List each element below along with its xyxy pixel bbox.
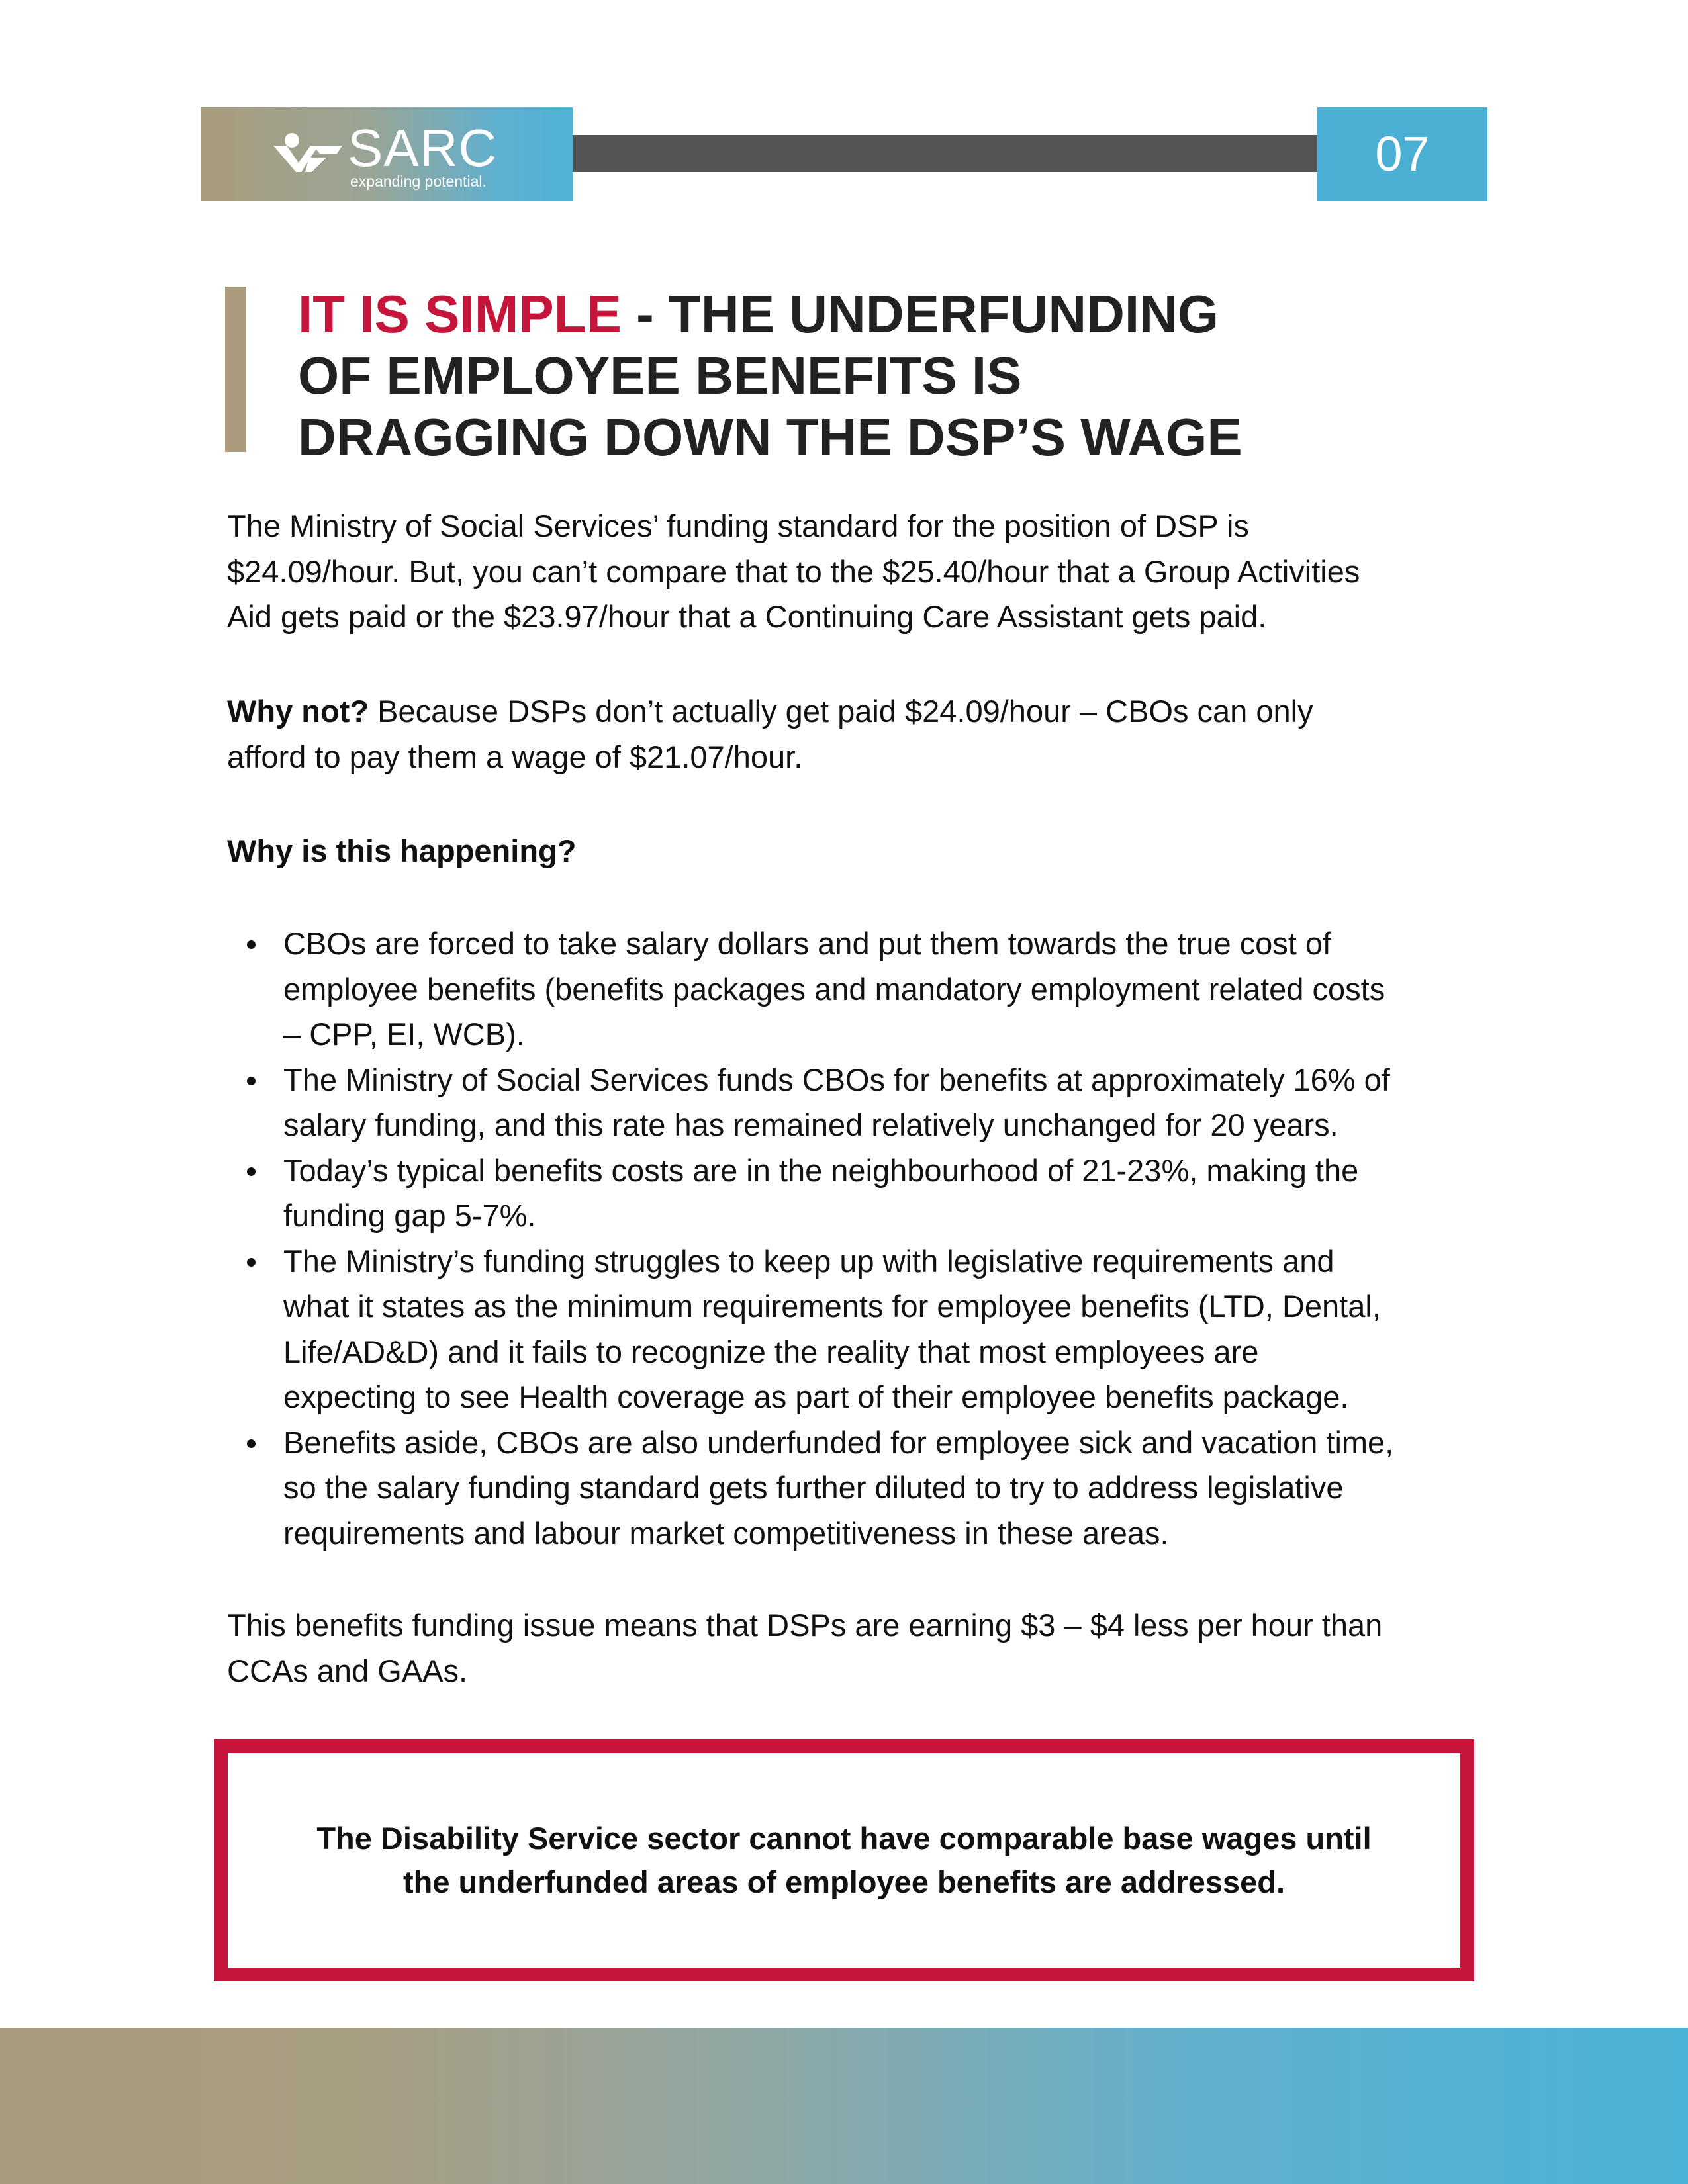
page-number-box <box>1317 107 1487 201</box>
text-line: requirements and labour market competitiveness in these areas. <box>283 1515 1169 1551</box>
text-line: expecting to see Health coverage as part of their employee benefits package. <box>283 1379 1349 1414</box>
text-line: CBOs are forced to take salary dollars and put them towards the true cost of <box>283 926 1332 961</box>
text-line: The Disability Service sector cannot have comparable base wages until <box>316 1821 1372 1856</box>
text-line: salary funding, and this rate has remained relatively unchanged for 20 years. <box>283 1107 1338 1142</box>
title-line-2: OF EMPLOYEE BENEFITS IS <box>298 346 1022 405</box>
subheading-why-happening: Why is this happening? <box>227 833 577 868</box>
text-line: – CPP, EI, WCB). <box>283 1017 525 1052</box>
title-line-3: DRAGGING DOWN THE DSP’S WAGE <box>298 408 1243 467</box>
bullet-icon <box>247 1077 256 1085</box>
title-line-1 <box>298 283 1423 345</box>
bullet-icon <box>247 1258 256 1267</box>
text-line: what it states as the minimum requirements for employee benefits (LTD, Dental, <box>283 1289 1381 1324</box>
page-number: 07 <box>1375 126 1430 181</box>
text-line: Aid gets paid or the $23.97/hour that a Continuing Care Assistant gets paid. <box>227 599 1267 634</box>
text-line: The Ministry of Social Services funds CBOs for benefits at approximately 16% of <box>283 1062 1390 1097</box>
list-item <box>227 1239 1485 1420</box>
sarc-logo-mark-icon <box>272 131 344 175</box>
list-item <box>227 1420 1485 1557</box>
title-line-1-rest: - THE UNDERFUNDING <box>621 285 1219 343</box>
paragraph-funding-standard <box>227 504 1485 640</box>
logo-name: SARC <box>348 118 498 177</box>
paragraph-why-not <box>227 689 1485 780</box>
title-accent-text: IT IS SIMPLE <box>298 285 622 343</box>
paragraph-wage-gap <box>227 1603 1485 1694</box>
text-line: The Ministry’s funding struggles to keep up with legislative requirements and <box>283 1243 1335 1279</box>
text-line: afford to pay them a wage of $21.07/hour. <box>227 739 803 774</box>
text-line: This benefits funding issue means that DSPs are earning $3 – $4 less per hour than <box>227 1608 1383 1643</box>
text-line: the underfunded areas of employee benefits are addressed. <box>402 1864 1286 1899</box>
sarc-logo <box>201 107 573 201</box>
why-not-lead: Why not? <box>227 694 369 729</box>
text-line: funding gap 5-7%. <box>283 1198 536 1233</box>
text-line <box>227 689 1485 735</box>
bullet-icon <box>247 1167 256 1176</box>
title-accent-rule <box>225 287 246 452</box>
text-line: employee benefits (benefits packages and mandatory employment related costs <box>283 971 1385 1007</box>
callout-box <box>214 1739 1474 1981</box>
bullet-icon <box>247 940 256 949</box>
text-line: $24.09/hour. But, you can’t compare that to the $25.40/hour that a Group Activities <box>227 553 1360 589</box>
text-line: Benefits aside, CBOs are also underfunded for employee sick and vacation time, <box>283 1424 1394 1460</box>
list-item <box>227 921 1485 1058</box>
header-bar <box>573 135 1317 172</box>
list-item <box>227 1058 1485 1148</box>
text-line: Life/AD&D) and it fails to recognize the reality that most employees are <box>283 1334 1259 1369</box>
callout-text <box>316 1817 1371 1904</box>
text-line: The Ministry of Social Services’ funding standard for the position of DSP is <box>227 508 1249 543</box>
logo-tagline: expanding potential. <box>350 173 487 190</box>
why-not-text: Because DSPs don’t actually get paid $24.09/hour – CBOs can only <box>369 694 1313 729</box>
text-line: so the salary funding standard gets further diluted to try to address legislative <box>283 1470 1344 1505</box>
text-line: Today’s typical benefits costs are in the neighbourhood of 21-23%, making the <box>283 1152 1359 1188</box>
reasons-list <box>227 921 1485 1556</box>
text-line: CCAs and GAAs. <box>227 1653 468 1688</box>
page-title <box>298 283 1423 468</box>
footer-band <box>0 2028 1688 2184</box>
bullet-icon <box>247 1439 256 1448</box>
list-item <box>227 1148 1485 1239</box>
